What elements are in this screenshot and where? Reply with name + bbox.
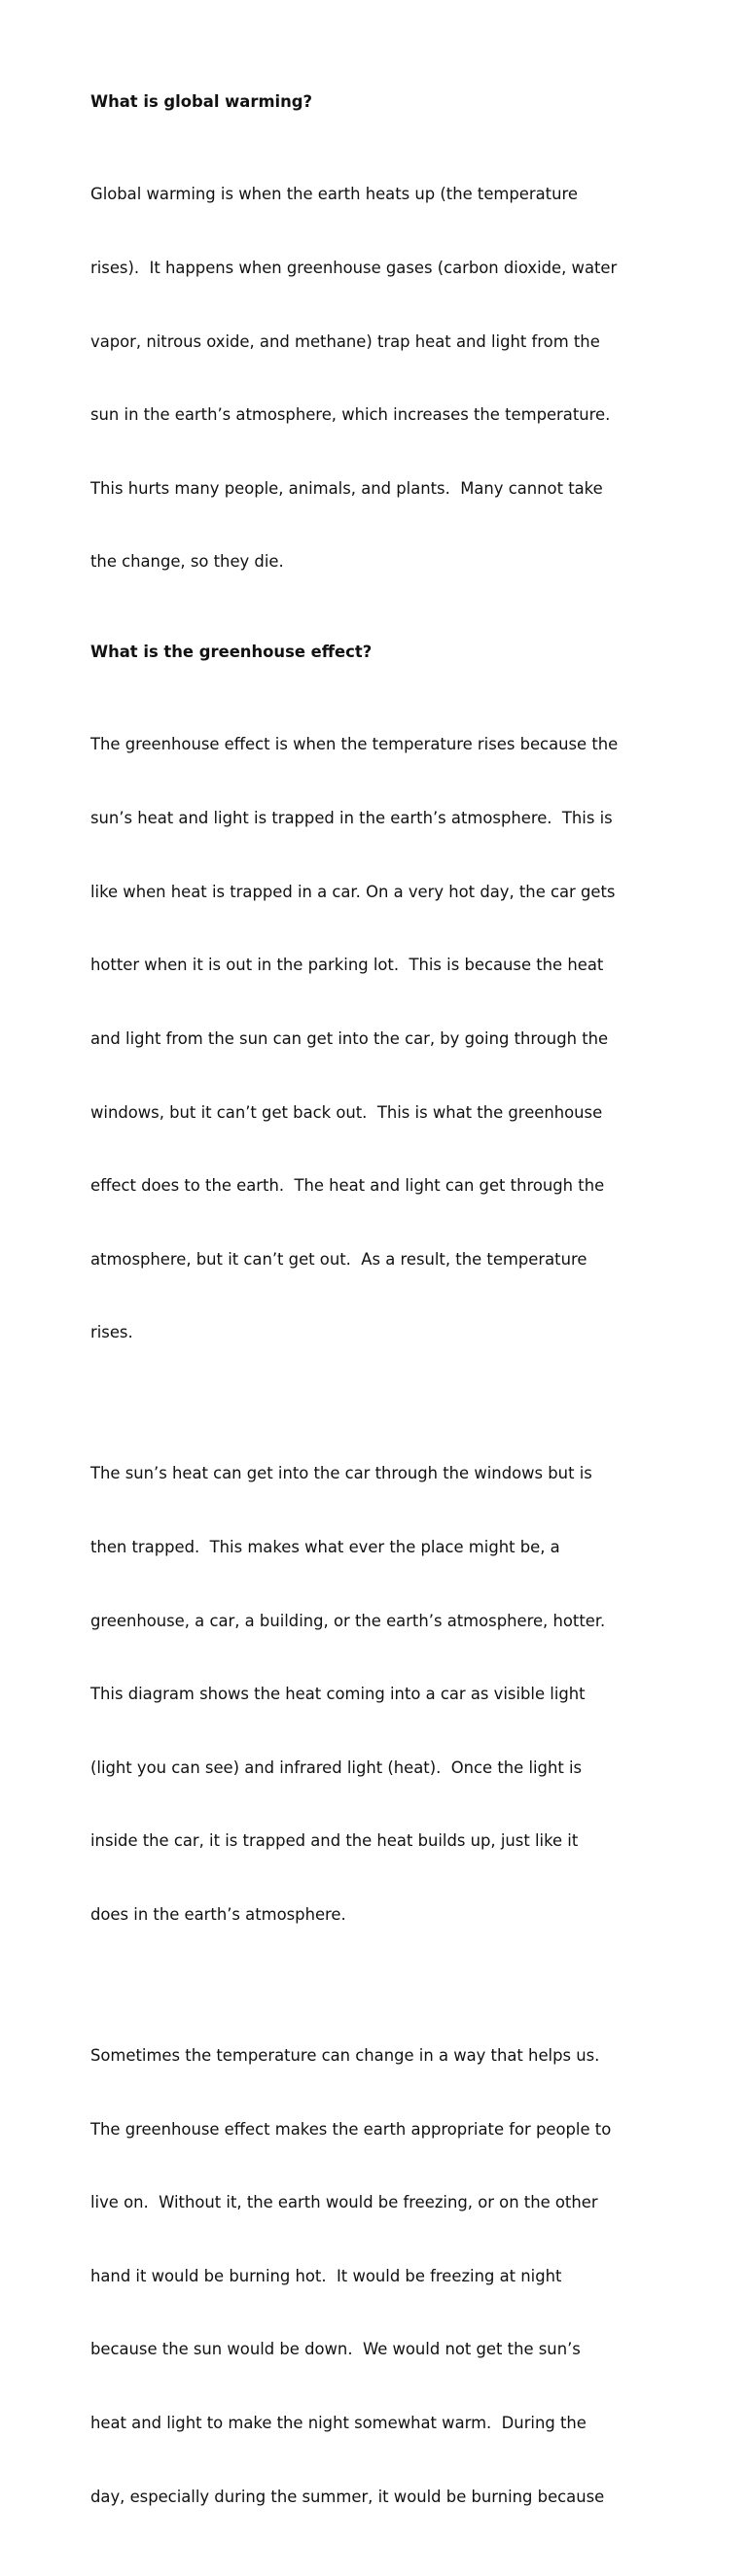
text-line: hotter when it is out in the parking lot. This is because the heat <box>90 956 604 975</box>
text-line: sun in the earth’s atmosphere, which increases the temperature. <box>90 405 611 425</box>
text-line: live on. Without it, the earth would be freezing, or on the other <box>90 2193 598 2212</box>
text-line: The sun’s heat can get into the car through the windows but is <box>90 1464 592 1483</box>
text-line: atmosphere, but it can’t get out. As a result, the temperature <box>90 1249 587 1269</box>
text-line: greenhouse, a car, a building, or the earth’s atmosphere, hotter. <box>90 1611 606 1630</box>
text-line: vapor, nitrous oxide, and methane) trap heat and light from the <box>90 331 600 351</box>
paragraph-car-example <box>90 1412 655 1976</box>
text-line: does in the earth’s atmosphere. <box>90 1905 346 1925</box>
text-line: Global warming is when the earth heats up (the temperature <box>90 185 578 204</box>
text-line: sun’s heat and light is trapped in the earth’s atmosphere. This is <box>90 809 613 828</box>
text-line: then trapped. This makes what ever the place might be, a <box>90 1537 560 1556</box>
text-line: windows, but it can’t get back out. This is what the greenhouse <box>90 1102 603 1122</box>
paragraph-greenhouse-effect-definition <box>90 683 655 1394</box>
text-line: The greenhouse effect is when the temperature rises because the <box>90 735 619 754</box>
text-line: rises). It happens when greenhouse gases (carbon dioxide, water <box>90 259 618 278</box>
text-line: The greenhouse effect makes the earth appropriate for people to <box>90 2119 612 2139</box>
text-line: effect does to the earth. The heat and light can get through the <box>90 1176 605 1196</box>
text-line: This hurts many people, animals, and plants. Many cannot take <box>90 478 603 498</box>
text-line: hand it would be burning hot. It would be freezing at night <box>90 2266 562 2285</box>
text-line: day, especially during the summer, it would be burning because <box>90 2487 605 2506</box>
section-heading-global-warming: What is global warming? <box>90 92 313 111</box>
text-line: (light you can see) and infrared light (heat). Once the light is <box>90 1758 583 1777</box>
text-line: heat and light to make the night somewhat warm. During the <box>90 2414 587 2433</box>
text-line: This diagram shows the heat coming into a car as visible light <box>90 1685 586 1704</box>
text-line: and light from the sun can get into the car, by going through the <box>90 1028 609 1048</box>
text-line: the change, so they die. <box>90 552 284 572</box>
document-page <box>90 91 655 2576</box>
text-line: like when heat is trapped in a car. On a very hot day, the car gets <box>90 882 616 901</box>
text-line: rises. <box>90 1323 133 1342</box>
paragraph-global-warming-definition <box>90 133 655 623</box>
section-heading-greenhouse-effect: What is the greenhouse effect? <box>90 643 373 662</box>
paragraph-helpful-effect <box>90 1995 655 2559</box>
text-line: Sometimes the temperature can change in a way that helps us. <box>90 2046 600 2066</box>
text-line: inside the car, it is trapped and the heat builds up, just like it <box>90 1831 579 1851</box>
text-line: because the sun would be down. We would not get the sun’s <box>90 2340 581 2359</box>
